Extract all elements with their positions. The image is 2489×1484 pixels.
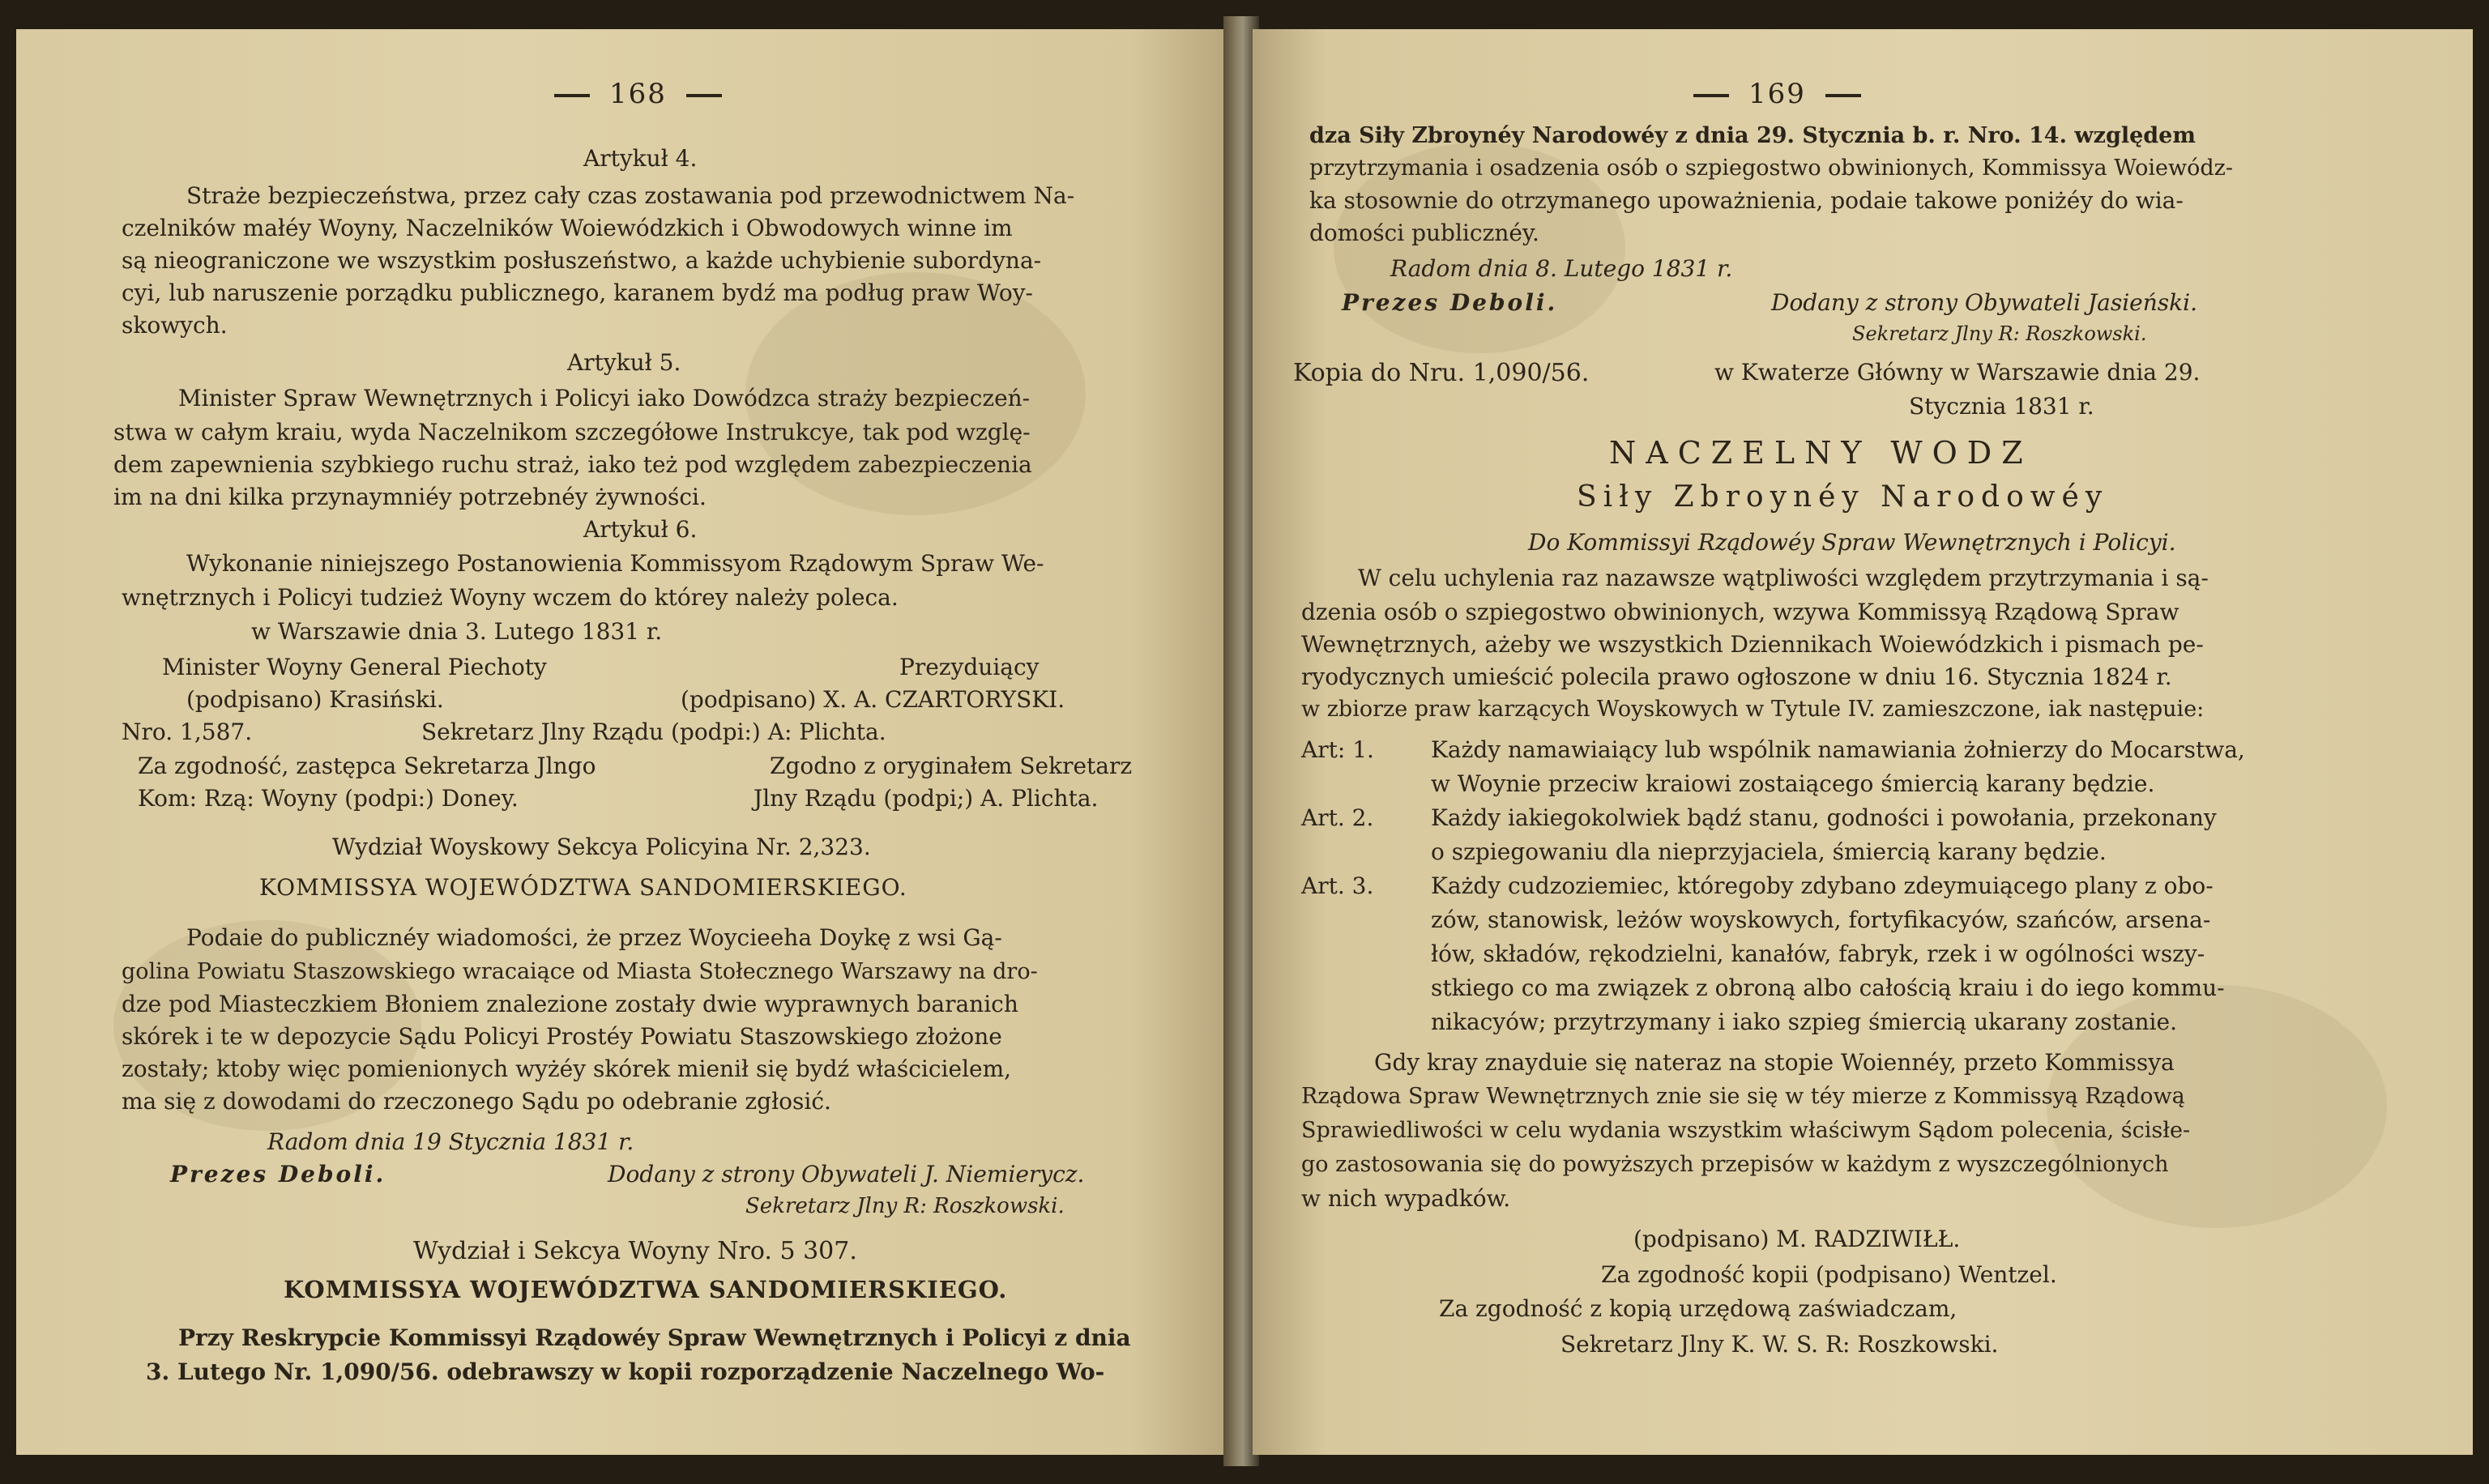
signature: Prezes Deboli. bbox=[170, 1161, 386, 1188]
place-date: Radom dnia 19 Stycznia 1831 r. bbox=[267, 1128, 634, 1155]
signature: Sekretarz Jlny R: Roszkowski. bbox=[745, 1194, 1065, 1218]
text-line: w Woynie przeciw kraiowi zostaiącego śmiercią karany będzie. bbox=[1431, 770, 2155, 797]
text-line: Wewnętrznych, ażeby we wszystkich Dziennikach Woiewódzkich i pismach pe- bbox=[1301, 631, 2204, 658]
text-line: go zastosowania się do powyższych przepisów w każdym z wyszczególnionych bbox=[1301, 1152, 2169, 1177]
text-line: Każdy iakiegokolwiek bądź stanu, godności i powołania, przekonany bbox=[1431, 804, 2217, 831]
heading-commander: NACZELNY WODZ bbox=[1609, 435, 2033, 471]
text-line: Sprawiedliwości w celu wydania wszystkim właściwym Sądom polecenia, ścisłe- bbox=[1301, 1118, 2191, 1143]
text-line: stwa w całym kraiu, wyda Naczelnikom szczegółowe Instrukcye, tak pod wzglę- bbox=[113, 419, 1031, 446]
text-line: zów, stanowisk, leżów woyskowych, fortyfikacyów, szańców, arsena- bbox=[1431, 906, 2211, 933]
certification: Za zgodność z kopią urzędową zaświadczam, bbox=[1439, 1295, 1957, 1322]
text-line: Wykonanie niniejszego Postanowienia Kommissyom Rządowym Spraw We- bbox=[186, 550, 1044, 577]
certification: Kom: Rzą: Woyny (podpi:) Doney. bbox=[138, 785, 519, 812]
text-line: Podaie do publicznéy wiadomości, że przez Woycieeha Doykę z wsi Gą- bbox=[186, 924, 1002, 951]
text-line: stkiego co ma związek z obroną albo całością kraiu i do iego kommu- bbox=[1431, 974, 2225, 1001]
text-line: skórek i te w depozycie Sądu Policyi Prostéy Powiatu Staszowskiego złożone bbox=[122, 1023, 1002, 1050]
text-line: im na dni kilka przynaymniéy potrzebnéy żywności. bbox=[113, 484, 707, 510]
section-title: KOMMISSYA WOJEWÓDZTWA SANDOMIERSKIEGO. bbox=[284, 1276, 1008, 1303]
text-line: dza Siły Zbroynéy Narodowéy z dnia 29. Stycznia b. r. Nro. 14. względem bbox=[1309, 123, 2196, 148]
article-heading: Artykuł 4. bbox=[583, 145, 698, 172]
article-heading: Artykuł 6. bbox=[583, 516, 698, 543]
signature-title: Prezyduiący bbox=[899, 654, 1040, 680]
place-date: Radom dnia 8. Lutego 1831 r. bbox=[1390, 255, 1733, 282]
article-label: Art: 1. bbox=[1301, 736, 1374, 763]
heading-armed-forces: Siły Zbroynéy Narodowéy bbox=[1577, 480, 2109, 514]
certification: Za zgodność kopii (podpisano) Wentzel. bbox=[1601, 1261, 2057, 1288]
article-label: Art. 2. bbox=[1301, 804, 1374, 831]
text-line: Minister Spraw Wewnętrznych i Policyi iako Dowódzca straży bezpieczeń- bbox=[178, 385, 1031, 412]
place-date: Stycznia 1831 r. bbox=[1909, 393, 2094, 420]
signature: (podpisano) X. A. CZARTORYSKI. bbox=[681, 686, 1065, 713]
certification: Zgodno z oryginałem Sekretarz bbox=[770, 753, 1133, 779]
text-line: dze pod Miasteczkiem Błoniem znalezione zostały dwie wyprawnych baranich bbox=[122, 991, 1018, 1017]
text-line: o szpiegowaniu dla nieprzyjaciela, śmiercią karany będzie. bbox=[1431, 838, 2107, 865]
text-line: W celu uchylenia raz nazawsze wątpliwości względem przytrzymania i są- bbox=[1358, 565, 2209, 591]
text-line: golina Powiatu Staszowskiego wracaiące od Miasta Stołecznego Warszawy na dro- bbox=[122, 959, 1038, 984]
text-line: w zbiorze praw karzących Woyskowych w Tytule IV. zamieszczone, iak następuie: bbox=[1301, 697, 2205, 722]
signature: Prezes Deboli. bbox=[1342, 289, 1558, 316]
left-page bbox=[16, 29, 1230, 1455]
text-line: 3. Lutego Nr. 1,090/56. odebrawszy w kopii rozporządzenie Naczelnego Wo- bbox=[146, 1358, 1105, 1385]
reference-number: Kopia do Nru. 1,090/56. bbox=[1293, 359, 1590, 387]
signature: Sekretarz Jlny Rządu (podpi:) A: Plichta. bbox=[421, 719, 886, 745]
place-date: w Kwaterze Główny w Warszawie dnia 29. bbox=[1714, 359, 2201, 386]
text-line: ma się z dowodami do rzeczonego Sądu po odebranie zgłosić. bbox=[122, 1088, 831, 1115]
section-title: KOMMISSYA WOJEWÓDZTWA SANDOMIERSKIEGO. bbox=[259, 874, 907, 901]
signature: (podpisano) Krasiński. bbox=[186, 686, 444, 713]
page-number: 168 bbox=[535, 78, 741, 110]
signature: Dodany z strony Obywateli J. Niemierycz. bbox=[608, 1161, 1085, 1188]
section-heading: Wydział i Sekcya Woyny Nro. 5 307. bbox=[413, 1237, 857, 1265]
text-line: łów, składów, rękodzielni, kanałów, fabryk, rzek i w ogólności wszy- bbox=[1431, 940, 2205, 967]
text-line: wnętrznych i Policyi tudzież Woyny wczem do którey należy poleca. bbox=[122, 584, 899, 611]
text-line: cyi, lub naruszenie porządku publicznego, karanem bydź ma podług praw Woy- bbox=[122, 279, 1033, 306]
text-line: Każdy namawiaiący lub wspólnik namawiania żołnierzy do Mocarstwa, bbox=[1431, 736, 2245, 763]
text-line: domości publicznéy. bbox=[1309, 220, 1539, 246]
addressee: Do Kommissyi Rządowéy Spraw Wewnętrznych i Policyi. bbox=[1528, 529, 2176, 556]
text-line: czelników małéy Woyny, Naczelników Woiewódzkich i Obwodowych winne im bbox=[122, 215, 1013, 241]
text-line: w nich wypadków. bbox=[1301, 1185, 1511, 1212]
text-line: nikacyów; przytrzymany i iako szpieg śmiercią ukarany zostanie. bbox=[1431, 1009, 2177, 1035]
text-line: dem zapewnienia szybkiego ruchu straż, iako też pod względem zabezpieczenia bbox=[113, 451, 1032, 478]
text-line: są nieograniczone we wszystkim posłuszeństwo, a każde uchybienie subordyna- bbox=[122, 247, 1042, 274]
signature-title: Minister Woyny General Piechoty bbox=[162, 654, 547, 680]
right-page bbox=[1253, 29, 2473, 1455]
signature: (podpisano) M. RADZIWIŁŁ. bbox=[1633, 1226, 1961, 1252]
text-line: dzenia osób o szpiegostwo obwinionych, wzywa Kommissyą Rządową Spraw bbox=[1301, 599, 2179, 625]
text-line: Rządowa Spraw Wewnętrznych znie sie się w téy mierze z Kommissyą Rządową bbox=[1301, 1084, 2185, 1109]
reference-number: Nro. 1,587. bbox=[122, 719, 253, 745]
certification: Za zgodność, zastępca Sekretarza Jlngo bbox=[138, 753, 596, 779]
text-line: Przy Reskrypcie Kommissyi Rządowéy Spraw Wewnętrznych i Policyi z dnia bbox=[178, 1324, 1131, 1351]
text-line: Każdy cudzoziemiec, któregoby zdybano zdeymuiącego plany z obo- bbox=[1431, 872, 2214, 899]
text-line: Gdy kray znayduie się nateraz na stopie Woiennéy, przeto Kommissya bbox=[1374, 1049, 2175, 1076]
article-heading: Artykuł 5. bbox=[567, 349, 681, 376]
certification: Jlny Rządu (podpi;) A. Plichta. bbox=[754, 785, 1099, 812]
text-line: Straże bezpieczeństwa, przez cały czas zostawania pod przewodnictwem Na- bbox=[186, 182, 1075, 209]
text-line: ryodycznych umieścić polecila prawo ogłoszone w dniu 16. Stycznia 1824 r. bbox=[1301, 663, 2172, 690]
text-line: zostały; ktoby więc pomienionych wyżéy skórek mienił się bydź właścicielem, bbox=[122, 1055, 1012, 1082]
page-number: 169 bbox=[1674, 78, 1881, 110]
text-line: skowych. bbox=[122, 312, 228, 339]
text-line: ka stosownie do otrzymanego upoważnienia, podaie takowe poniżéy do wia- bbox=[1309, 187, 2184, 214]
place-date: w Warszawie dnia 3. Lutego 1831 r. bbox=[251, 618, 663, 645]
signature: Sekretarz Jlny R: Roszkowski. bbox=[1852, 322, 2147, 345]
text-line: przytrzymania i osadzenia osób o szpiegostwo obwinionych, Kommissya Woiewódz- bbox=[1309, 156, 2234, 181]
article-label: Art. 3. bbox=[1301, 872, 1374, 899]
section-heading: Wydział Woyskowy Sekcya Policyina Nr. 2,323. bbox=[332, 834, 871, 860]
signature: Sekretarz Jlny K. W. S. R: Roszkowski. bbox=[1560, 1331, 1999, 1358]
signature: Dodany z strony Obywateli Jasieński. bbox=[1771, 289, 2197, 316]
